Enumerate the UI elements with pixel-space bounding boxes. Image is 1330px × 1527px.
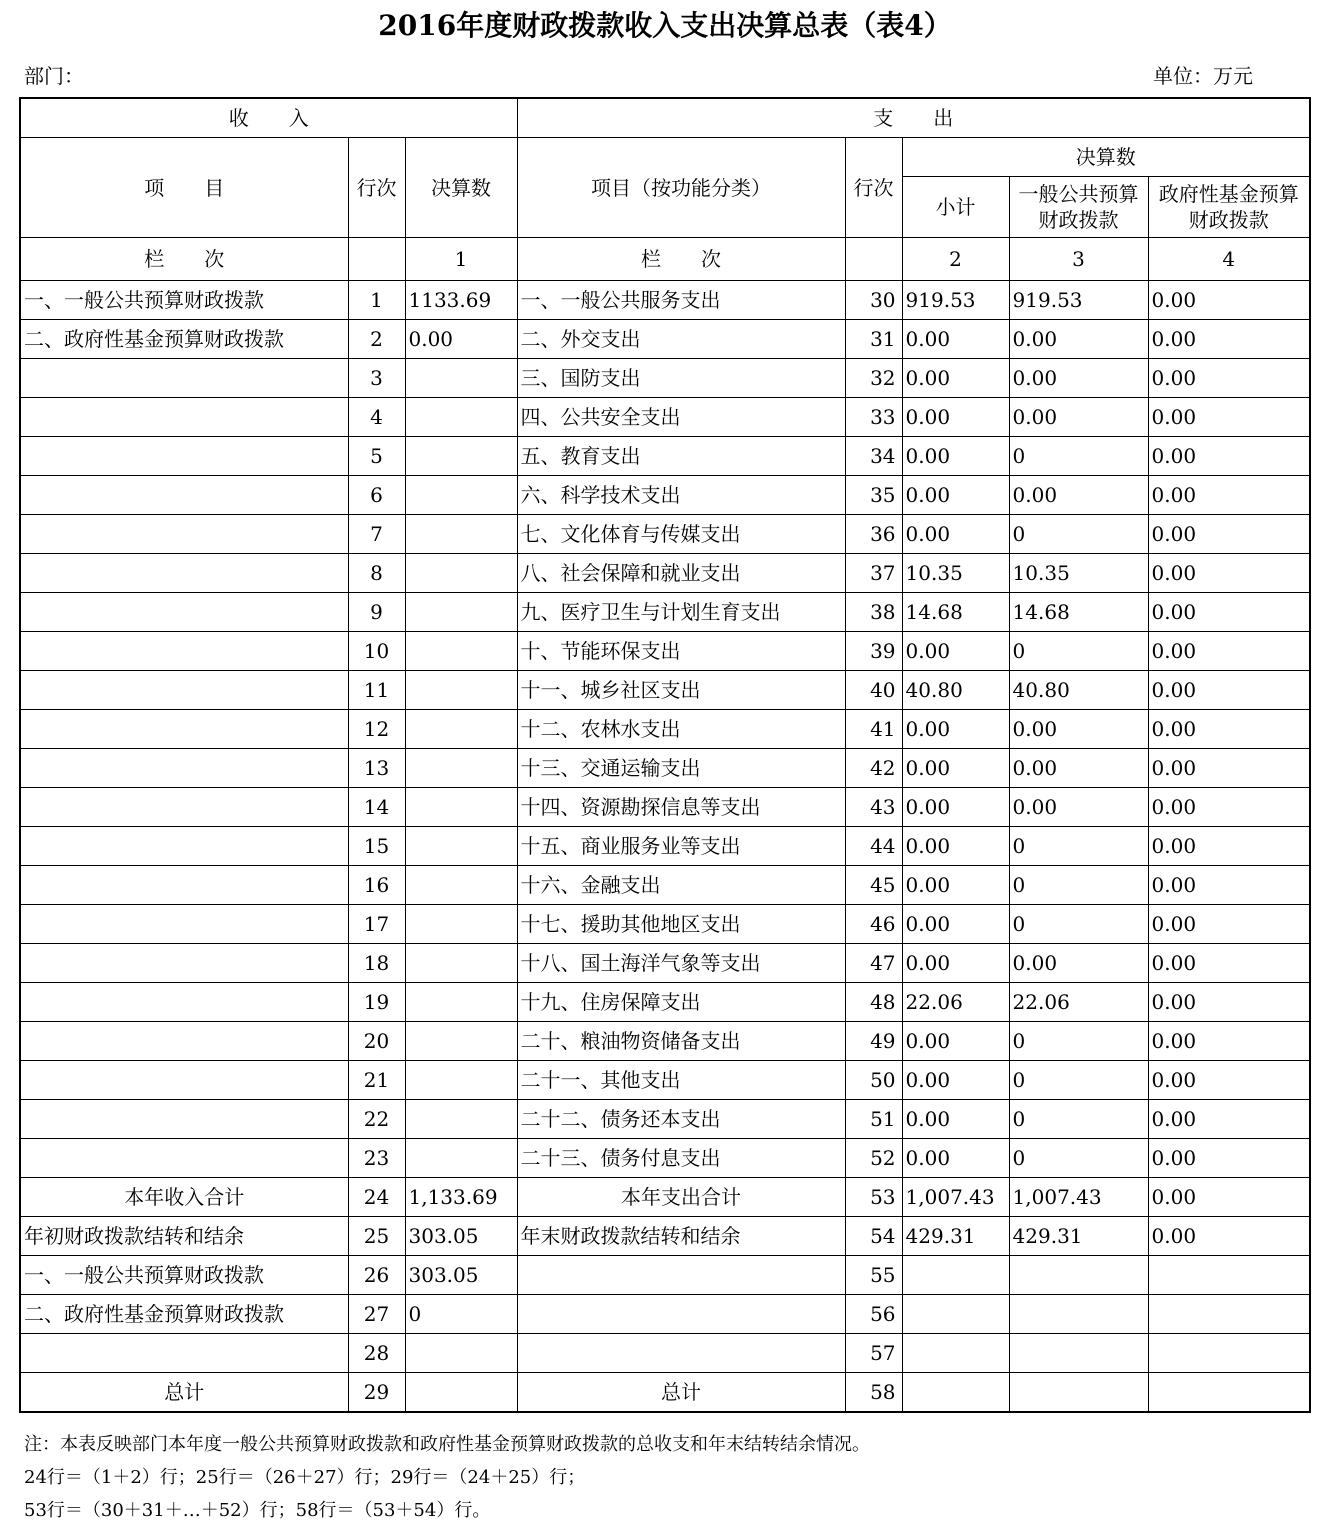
income-item <box>20 866 348 905</box>
expense-item: 总计 <box>517 1373 845 1413</box>
expense-item: 年末财政拨款结转和结余 <box>517 1217 845 1256</box>
subtotal-amount: 0.00 <box>902 1022 1009 1061</box>
general-budget-amount <box>1009 1295 1148 1334</box>
expense-item: 四、公共安全支出 <box>517 398 845 437</box>
income-item: 一、一般公共预算财政拨款 <box>20 281 348 320</box>
income-item <box>20 1100 348 1139</box>
income-item <box>20 437 348 476</box>
income-row-no: 15 <box>348 827 405 866</box>
income-item <box>20 1061 348 1100</box>
expense-row-no: 52 <box>845 1139 902 1178</box>
budget-summary-table <box>19 97 1311 1413</box>
subtotal-amount <box>902 1334 1009 1373</box>
income-amount <box>405 398 517 437</box>
income-row-no: 9 <box>348 593 405 632</box>
gov-fund-amount: 0.00 <box>1148 1061 1310 1100</box>
column-label-right: 栏 次 <box>517 238 845 281</box>
expense-item <box>517 1295 845 1334</box>
expense-item: 十二、农林水支出 <box>517 710 845 749</box>
expense-item: 十三、交通运输支出 <box>517 749 845 788</box>
general-budget-amount: 22.06 <box>1009 983 1148 1022</box>
gov-fund-amount: 0.00 <box>1148 359 1310 398</box>
general-budget-amount: 10.35 <box>1009 554 1148 593</box>
income-item <box>20 944 348 983</box>
general-budget-amount: 0 <box>1009 515 1148 554</box>
gov-fund-amount <box>1148 1334 1310 1373</box>
income-row-no: 12 <box>348 710 405 749</box>
income-amount <box>405 359 517 398</box>
income-item: 二、政府性基金预算财政拨款 <box>20 320 348 359</box>
income-amount <box>405 944 517 983</box>
income-amount <box>405 593 517 632</box>
general-budget-header: 一般公共预算财政拨款 <box>1009 177 1148 238</box>
gov-fund-amount: 0.00 <box>1148 710 1310 749</box>
general-budget-amount: 0 <box>1009 827 1148 866</box>
table-row <box>20 1178 1310 1217</box>
income-item <box>20 554 348 593</box>
general-budget-amount: 0 <box>1009 1100 1148 1139</box>
income-amount-header: 决算数 <box>405 138 517 238</box>
subtotal-amount: 0.00 <box>902 1061 1009 1100</box>
income-item <box>20 476 348 515</box>
income-item <box>20 1022 348 1061</box>
expense-item: 十六、金融支出 <box>517 866 845 905</box>
income-amount <box>405 1061 517 1100</box>
subtotal-amount: 0.00 <box>902 476 1009 515</box>
general-budget-amount: 40.80 <box>1009 671 1148 710</box>
expense-row-no: 30 <box>845 281 902 320</box>
income-row-no: 14 <box>348 788 405 827</box>
general-budget-amount: 0.00 <box>1009 710 1148 749</box>
gov-fund-amount: 0.00 <box>1148 1022 1310 1061</box>
income-amount <box>405 1022 517 1061</box>
gov-fund-amount: 0.00 <box>1148 632 1310 671</box>
page-title: 2016年度财政拨款收入支出决算总表（表4） <box>378 9 952 42</box>
subtotal-amount: 0.00 <box>902 515 1009 554</box>
empty-cell <box>348 238 405 281</box>
income-amount: 1133.69 <box>405 281 517 320</box>
income-item: 总计 <box>20 1373 348 1413</box>
expense-item: 十四、资源勘探信息等支出 <box>517 788 845 827</box>
final-amount-group-header: 决算数 <box>902 138 1310 177</box>
table-row <box>20 515 1310 554</box>
expense-row-no: 49 <box>845 1022 902 1061</box>
subtotal-amount: 0.00 <box>902 320 1009 359</box>
table-row <box>20 749 1310 788</box>
income-row-no: 5 <box>348 437 405 476</box>
subtotal-amount <box>902 1373 1009 1413</box>
column-header-row <box>20 138 1310 177</box>
income-item <box>20 983 348 1022</box>
expense-item: 十九、住房保障支出 <box>517 983 845 1022</box>
expense-row-no: 47 <box>845 944 902 983</box>
income-row-no: 21 <box>348 1061 405 1100</box>
expense-item: 六、科学技术支出 <box>517 476 845 515</box>
expense-row-no: 38 <box>845 593 902 632</box>
income-item <box>20 749 348 788</box>
subtotal-amount: 10.35 <box>902 554 1009 593</box>
expense-item: 二十三、债务付息支出 <box>517 1139 845 1178</box>
gov-fund-amount: 0.00 <box>1148 398 1310 437</box>
income-row-no: 24 <box>348 1178 405 1217</box>
income-row-no: 29 <box>348 1373 405 1413</box>
general-budget-amount: 14.68 <box>1009 593 1148 632</box>
general-budget-amount: 0.00 <box>1009 944 1148 983</box>
general-budget-amount: 0 <box>1009 866 1148 905</box>
table-row <box>20 320 1310 359</box>
expense-row-no: 55 <box>845 1256 902 1295</box>
expense-item: 五、教育支出 <box>517 437 845 476</box>
table-row <box>20 866 1310 905</box>
expense-item-header: 项目（按功能分类） <box>517 138 845 238</box>
expense-row-no: 41 <box>845 710 902 749</box>
subtotal-amount: 40.80 <box>902 671 1009 710</box>
income-row-no: 2 <box>348 320 405 359</box>
table-row <box>20 1061 1310 1100</box>
income-amount <box>405 671 517 710</box>
income-item-header: 项 目 <box>20 138 348 238</box>
table-row <box>20 1256 1310 1295</box>
gov-fund-amount: 0.00 <box>1148 671 1310 710</box>
note-line: 注：本表反映部门本年度一般公共预算财政拨款和政府性基金预算财政拨款的总收支和年末结转结余情况。 <box>24 1434 870 1455</box>
table-row <box>20 476 1310 515</box>
gov-fund-amount: 0.00 <box>1148 905 1310 944</box>
subtotal-amount: 0.00 <box>902 905 1009 944</box>
table-row <box>20 944 1310 983</box>
income-amount <box>405 827 517 866</box>
expense-item: 十、节能环保支出 <box>517 632 845 671</box>
gov-fund-amount <box>1148 1256 1310 1295</box>
expense-row-no: 39 <box>845 632 902 671</box>
income-item: 年初财政拨款结转和结余 <box>20 1217 348 1256</box>
expense-row-no: 50 <box>845 1061 902 1100</box>
unit-label: 单位：万元 <box>1153 64 1253 88</box>
income-row-no: 16 <box>348 866 405 905</box>
subtotal-amount: 0.00 <box>902 632 1009 671</box>
expense-row-no: 56 <box>845 1295 902 1334</box>
income-item: 二、政府性基金预算财政拨款 <box>20 1295 348 1334</box>
income-amount <box>405 437 517 476</box>
expense-item: 二十一、其他支出 <box>517 1061 845 1100</box>
general-budget-amount: 1,007.43 <box>1009 1178 1148 1217</box>
gov-fund-amount: 0.00 <box>1148 749 1310 788</box>
general-budget-amount: 0.00 <box>1009 320 1148 359</box>
general-budget-amount: 0 <box>1009 1139 1148 1178</box>
income-item <box>20 515 348 554</box>
table-row <box>20 788 1310 827</box>
income-row-no: 18 <box>348 944 405 983</box>
income-amount <box>405 983 517 1022</box>
income-amount <box>405 788 517 827</box>
expense-item: 十七、援助其他地区支出 <box>517 905 845 944</box>
expense-row-no: 42 <box>845 749 902 788</box>
income-amount: 0.00 <box>405 320 517 359</box>
table-row <box>20 710 1310 749</box>
income-amount <box>405 1373 517 1413</box>
gov-fund-amount: 0.00 <box>1148 515 1310 554</box>
expense-item: 本年支出合计 <box>517 1178 845 1217</box>
income-item <box>20 1139 348 1178</box>
income-amount: 1,133.69 <box>405 1178 517 1217</box>
income-amount <box>405 554 517 593</box>
general-budget-amount <box>1009 1334 1148 1373</box>
general-budget-amount: 0.00 <box>1009 398 1148 437</box>
note-line: 24行＝（1＋2）行；25行＝（26＋27）行；29行＝（24＋25）行； <box>24 1467 586 1488</box>
income-row-no: 1 <box>348 281 405 320</box>
income-amount: 303.05 <box>405 1217 517 1256</box>
table-row <box>20 983 1310 1022</box>
income-item <box>20 593 348 632</box>
table-row <box>20 1334 1310 1373</box>
subtotal-amount: 0.00 <box>902 1139 1009 1178</box>
subtotal-amount <box>902 1256 1009 1295</box>
subtotal-amount: 429.31 <box>902 1217 1009 1256</box>
income-row-no: 3 <box>348 359 405 398</box>
expense-row-no-header: 行次 <box>845 138 902 238</box>
table-row <box>20 1295 1310 1334</box>
gov-fund-amount: 0.00 <box>1148 476 1310 515</box>
income-item: 本年收入合计 <box>20 1178 348 1217</box>
general-budget-amount <box>1009 1373 1148 1413</box>
income-row-no: 8 <box>348 554 405 593</box>
column-number-row <box>20 238 1310 281</box>
expense-section-header: 支 出 <box>517 98 1310 138</box>
income-row-no: 23 <box>348 1139 405 1178</box>
income-item <box>20 632 348 671</box>
income-row-no: 19 <box>348 983 405 1022</box>
expense-row-no: 36 <box>845 515 902 554</box>
income-item <box>20 827 348 866</box>
expense-row-no: 31 <box>845 320 902 359</box>
column-number-4: 4 <box>1148 238 1310 281</box>
income-amount <box>405 632 517 671</box>
general-budget-amount: 0.00 <box>1009 359 1148 398</box>
table-row <box>20 671 1310 710</box>
income-row-no: 17 <box>348 905 405 944</box>
income-section-header: 收 入 <box>20 98 517 138</box>
income-row-no: 20 <box>348 1022 405 1061</box>
expense-row-no: 37 <box>845 554 902 593</box>
empty-cell <box>845 238 902 281</box>
expense-row-no: 46 <box>845 905 902 944</box>
table-row <box>20 593 1310 632</box>
income-row-no: 25 <box>348 1217 405 1256</box>
gov-fund-amount: 0.00 <box>1148 944 1310 983</box>
income-amount <box>405 905 517 944</box>
expense-row-no: 33 <box>845 398 902 437</box>
expense-item: 十八、国土海洋气象等支出 <box>517 944 845 983</box>
income-row-no: 26 <box>348 1256 405 1295</box>
general-budget-amount: 0.00 <box>1009 476 1148 515</box>
table-row <box>20 437 1310 476</box>
gov-fund-amount: 0.00 <box>1148 983 1310 1022</box>
table-row <box>20 632 1310 671</box>
expense-row-no: 45 <box>845 866 902 905</box>
gov-fund-amount <box>1148 1295 1310 1334</box>
column-label-left: 栏 次 <box>20 238 348 281</box>
income-item <box>20 359 348 398</box>
gov-fund-amount: 0.00 <box>1148 320 1310 359</box>
column-number-1: 1 <box>405 238 517 281</box>
table-row <box>20 398 1310 437</box>
expense-row-no: 40 <box>845 671 902 710</box>
income-row-no-header: 行次 <box>348 138 405 238</box>
income-amount <box>405 1334 517 1373</box>
section-header-row <box>20 98 1310 138</box>
expense-item: 二十二、债务还本支出 <box>517 1100 845 1139</box>
gov-fund-amount <box>1148 1373 1310 1413</box>
expense-row-no: 44 <box>845 827 902 866</box>
expense-row-no: 58 <box>845 1373 902 1413</box>
income-item <box>20 710 348 749</box>
general-budget-amount: 0 <box>1009 1061 1148 1100</box>
general-budget-amount: 0 <box>1009 1022 1148 1061</box>
expense-item: 七、文化体育与传媒支出 <box>517 515 845 554</box>
subtotal-amount: 0.00 <box>902 359 1009 398</box>
table-row <box>20 827 1310 866</box>
gov-fund-amount: 0.00 <box>1148 1100 1310 1139</box>
subtotal-amount: 919.53 <box>902 281 1009 320</box>
table-row <box>20 905 1310 944</box>
income-row-no: 13 <box>348 749 405 788</box>
expense-item <box>517 1256 845 1295</box>
subtotal-amount: 22.06 <box>902 983 1009 1022</box>
income-amount <box>405 866 517 905</box>
subtotal-amount: 0.00 <box>902 1100 1009 1139</box>
income-amount: 0 <box>405 1295 517 1334</box>
gov-fund-amount: 0.00 <box>1148 827 1310 866</box>
expense-item: 十一、城乡社区支出 <box>517 671 845 710</box>
expense-item: 二、外交支出 <box>517 320 845 359</box>
income-item: 一、一般公共预算财政拨款 <box>20 1256 348 1295</box>
general-budget-amount: 0.00 <box>1009 788 1148 827</box>
subtotal-amount: 14.68 <box>902 593 1009 632</box>
subtotal-amount: 0.00 <box>902 944 1009 983</box>
subtotal-amount: 0.00 <box>902 710 1009 749</box>
notes <box>24 1428 870 1527</box>
table-row <box>20 359 1310 398</box>
income-item <box>20 398 348 437</box>
income-row-no: 11 <box>348 671 405 710</box>
expense-item: 十五、商业服务业等支出 <box>517 827 845 866</box>
expense-row-no: 34 <box>845 437 902 476</box>
income-item <box>20 788 348 827</box>
table-row <box>20 281 1310 320</box>
expense-row-no: 53 <box>845 1178 902 1217</box>
table-row <box>20 1217 1310 1256</box>
income-amount <box>405 710 517 749</box>
general-budget-amount: 0 <box>1009 905 1148 944</box>
gov-fund-amount: 0.00 <box>1148 1139 1310 1178</box>
general-budget-amount: 429.31 <box>1009 1217 1148 1256</box>
expense-row-no: 32 <box>845 359 902 398</box>
gov-fund-amount: 0.00 <box>1148 866 1310 905</box>
income-row-no: 22 <box>348 1100 405 1139</box>
general-budget-amount <box>1009 1256 1148 1295</box>
income-amount <box>405 1100 517 1139</box>
expense-row-no: 51 <box>845 1100 902 1139</box>
income-row-no: 6 <box>348 476 405 515</box>
income-row-no: 10 <box>348 632 405 671</box>
column-number-2: 2 <box>902 238 1009 281</box>
table-row <box>20 1139 1310 1178</box>
gov-fund-amount: 0.00 <box>1148 554 1310 593</box>
subtotal-amount: 0.00 <box>902 827 1009 866</box>
expense-item <box>517 1334 845 1373</box>
general-budget-amount: 919.53 <box>1009 281 1148 320</box>
income-row-no: 4 <box>348 398 405 437</box>
expense-item: 九、医疗卫生与计划生育支出 <box>517 593 845 632</box>
gov-fund-amount: 0.00 <box>1148 437 1310 476</box>
gov-fund-header: 政府性基金预算财政拨款 <box>1148 177 1310 238</box>
expense-item: 八、社会保障和就业支出 <box>517 554 845 593</box>
income-row-no: 7 <box>348 515 405 554</box>
subtotal-header: 小计 <box>902 177 1009 238</box>
table-row <box>20 1100 1310 1139</box>
subtotal-amount <box>902 1295 1009 1334</box>
subtotal-amount: 0.00 <box>902 437 1009 476</box>
table-row <box>20 554 1310 593</box>
gov-fund-amount: 0.00 <box>1148 281 1310 320</box>
table-row <box>20 1373 1310 1413</box>
subtotal-amount: 0.00 <box>902 866 1009 905</box>
subtotal-amount: 0.00 <box>902 398 1009 437</box>
note-line: 53行＝（30＋31＋…＋52）行；58行＝（53＋54）行。 <box>24 1500 491 1521</box>
general-budget-amount: 0.00 <box>1009 749 1148 788</box>
expense-row-no: 57 <box>845 1334 902 1373</box>
income-item <box>20 905 348 944</box>
subtotal-amount: 1,007.43 <box>902 1178 1009 1217</box>
gov-fund-amount: 0.00 <box>1148 593 1310 632</box>
income-amount <box>405 515 517 554</box>
expense-item: 三、国防支出 <box>517 359 845 398</box>
expense-row-no: 54 <box>845 1217 902 1256</box>
income-item <box>20 1334 348 1373</box>
income-amount <box>405 1139 517 1178</box>
table-row <box>20 1022 1310 1061</box>
income-amount: 303.05 <box>405 1256 517 1295</box>
expense-row-no: 48 <box>845 983 902 1022</box>
expense-item: 一、一般公共服务支出 <box>517 281 845 320</box>
gov-fund-amount: 0.00 <box>1148 1217 1310 1256</box>
gov-fund-amount: 0.00 <box>1148 788 1310 827</box>
income-row-no: 28 <box>348 1334 405 1373</box>
subtotal-amount: 0.00 <box>902 788 1009 827</box>
gov-fund-amount: 0.00 <box>1148 1178 1310 1217</box>
subtotal-amount: 0.00 <box>902 749 1009 788</box>
department-label: 部门： <box>24 64 84 88</box>
expense-item: 二十、粮油物资储备支出 <box>517 1022 845 1061</box>
income-amount <box>405 749 517 788</box>
income-amount <box>405 476 517 515</box>
column-number-3: 3 <box>1009 238 1148 281</box>
income-item <box>20 671 348 710</box>
income-row-no: 27 <box>348 1295 405 1334</box>
expense-row-no: 35 <box>845 476 902 515</box>
general-budget-amount: 0 <box>1009 437 1148 476</box>
general-budget-amount: 0 <box>1009 632 1148 671</box>
expense-row-no: 43 <box>845 788 902 827</box>
